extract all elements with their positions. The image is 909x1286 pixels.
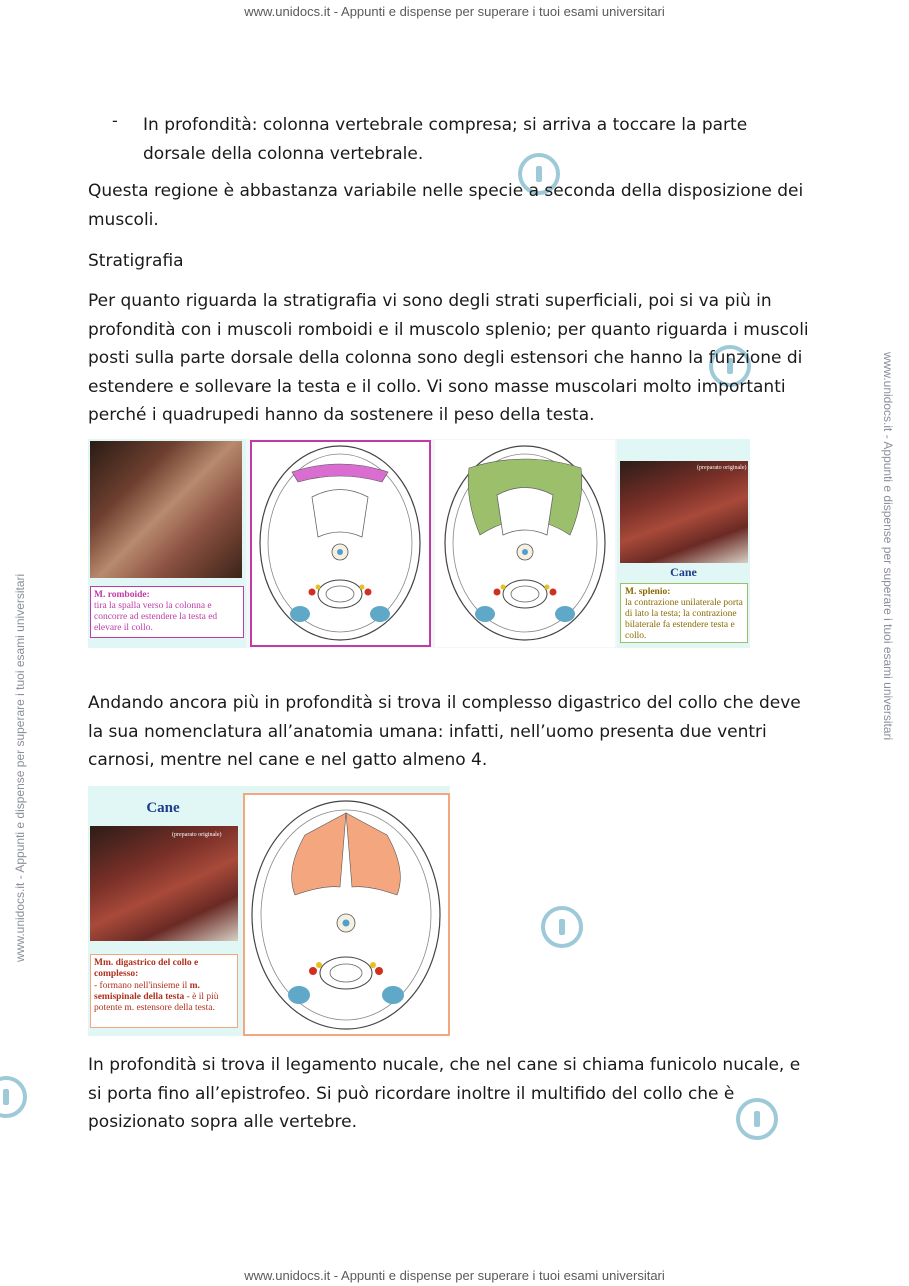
digastrico-bold: m. semispinale della testa [94,981,200,1002]
figure-romboide-splenio [88,439,750,648]
cane-label: Cane [670,565,697,579]
footer-watermark: www.unidocs.it - Appunti e dispense per superare i tuoi esami universitari [244,1268,665,1283]
splenio-panel [617,439,750,648]
cross-section-romboide [250,440,431,647]
preparato-label: (preparato originale) [697,465,747,471]
cross-section-diagram [435,440,615,647]
unidocs-logo-icon [538,903,586,951]
digastrico-caption [94,981,234,1014]
splenio-title: M. splenio: [625,587,671,597]
cross-section-splenio [435,440,615,647]
figure-digastrico [88,786,450,1036]
section-heading: Stratigrafia [88,251,184,271]
bullet-text: In profondità: colonna vertebrale compresa; si arriva a toccare la parte dorsale della colonna vertebrale. [143,115,748,164]
romboide-caption: tira la spalla verso la colonna e concorre ad estendere la testa ed elevare il collo. [94,601,218,633]
romboide-panel [88,439,246,648]
dissection-photo [90,826,238,941]
paragraph-3: Andando ancora più in profondità si trova il complesso digastrico del collo che deve la sua nomenclatura all’anatomia umana: infatti, nell’uomo presenta due ventri carnosi, mentre nel cane e nel gatto almeno 4. [88,693,801,770]
splenio-caption: la contrazione unilaterale porta di lato la testa; la contrazione bilaterale fa estendere testa e collo. [625,598,743,641]
romboide-title: M. romboide: [94,590,150,600]
cross-section-diagram [245,795,448,1034]
dissection-photo [620,461,748,563]
side-watermark-right: www.unidocs.it - Appunti e dispense per superare i tuoi esami universitari [881,352,895,741]
unidocs-logo-icon [0,1073,30,1121]
cross-section-diagram [252,442,429,645]
cane-label: Cane [146,800,180,816]
header-watermark: www.unidocs.it - Appunti e dispense per superare i tuoi esami universitari [244,4,665,19]
digastrico-title: Mm. digastrico del collo e complesso: [94,958,199,979]
paragraph-2: Per quanto riguarda la stratigrafia vi sono degli strati superficiali, poi si va più in profondità con i muscoli romboidi e il muscolo splenio; per quanto riguarda i muscoli posti sulla parte dorsale della colonna sono degli estensori che hanno la funzione di estendere e sollevare la testa e il collo. Vi sono masse muscolari molto importanti perché i quadrupedi hanno da sostenere il peso della testa. [88,291,809,425]
digastrico-text-1: - formano nell'insieme il [94,981,190,991]
preparato-label: (preparato originale) [172,832,222,838]
bullet-marker: - [112,111,118,130]
digastrico-text-2: - è il più potente m. estensore della testa. [94,992,219,1013]
paragraph-1: Questa regione è abbastanza variabile nelle specie a seconda della disposizione dei muscoli. [88,181,804,230]
side-watermark-left: www.unidocs.it - Appunti e dispense per superare i tuoi esami universitari [13,573,27,962]
cross-section-digastrico [243,793,450,1036]
paragraph-4: In profondità si trova il legamento nucale, che nel cane si chiama funicolo nucale, e si porta fino all’epistrofeo. Si può ricordare inoltre il multifido del collo che è posizionato sopra alle vertebre. [88,1055,801,1132]
dissection-photo [90,441,242,578]
